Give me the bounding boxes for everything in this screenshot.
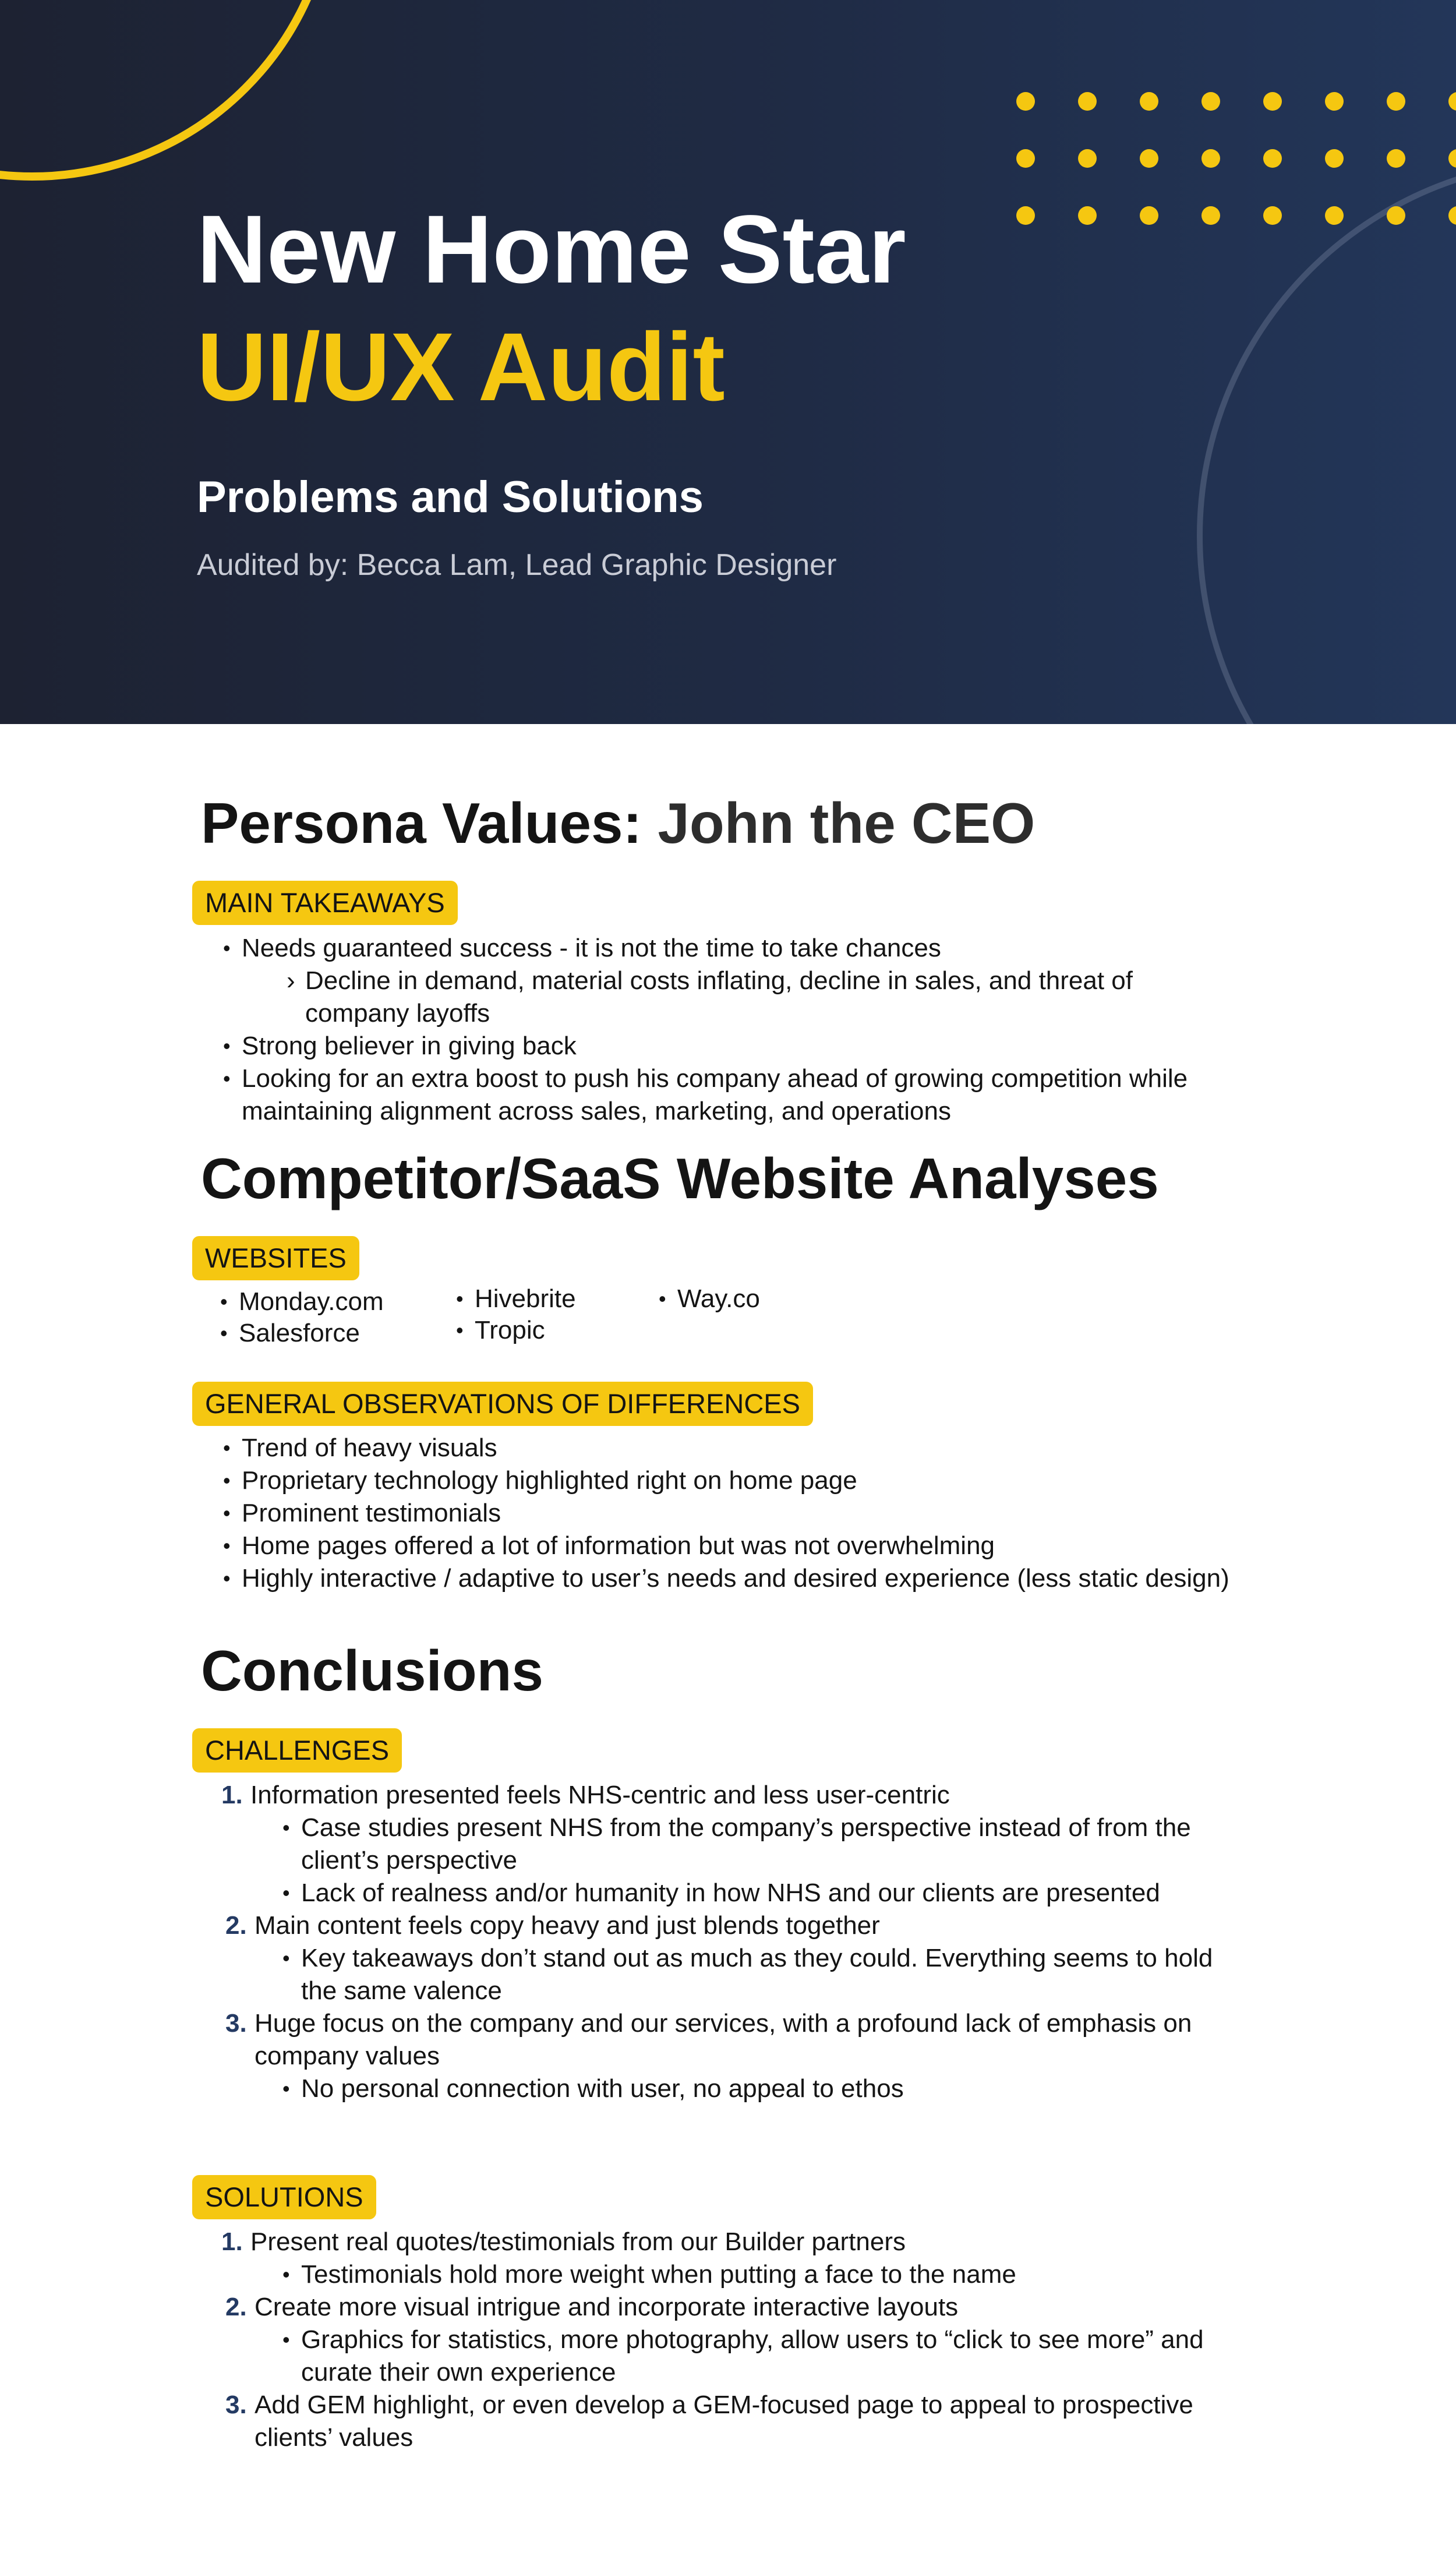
- persona-item: • Strong believer in giving back: [242, 1030, 577, 1062]
- persona-subitem-cont: company layoffs: [305, 999, 490, 1028]
- website-item: • Way.co: [677, 1283, 760, 1315]
- website-item: • Salesforce: [239, 1317, 360, 1350]
- persona-item: • Needs guaranteed success - it is not the time to take chances: [242, 932, 941, 965]
- challenges-tag: CHALLENGES: [192, 1728, 402, 1773]
- conclusions-heading: Conclusions: [201, 1639, 544, 1703]
- hero-tagline: Problems and Solutions: [197, 472, 704, 522]
- observation-item: • Trend of heavy visuals: [242, 1432, 497, 1464]
- solution-number: 1.: [221, 2227, 243, 2256]
- solution-number: 3.: [225, 2391, 247, 2419]
- hero-subtitle: UI/UX Audit: [197, 313, 725, 421]
- observations-tag: GENERAL OBSERVATIONS OF DIFFERENCES: [192, 1382, 813, 1426]
- hero-author: Audited by: Becca Lam, Lead Graphic Designer: [197, 548, 837, 582]
- persona-heading: [201, 792, 1035, 855]
- website-item: • Monday.com: [239, 1286, 384, 1318]
- persona-heading-label: Persona Values:: [201, 791, 642, 855]
- challenge-number: 2.: [225, 1911, 247, 1940]
- hero-title: New Home Star: [197, 196, 906, 303]
- challenge-number: 1.: [221, 1781, 243, 1809]
- challenge-subitem: • No personal connection with user, no appeal to ethos: [301, 2073, 904, 2105]
- solution-item: 3. Add GEM highlight, or even develop a GEM-focused page to appeal to prospective: [255, 2389, 1193, 2421]
- solution-item-cont: clients’ values: [255, 2423, 414, 2452]
- challenge-subitem: • Case studies present NHS from the company’s perspective instead of from the: [301, 1812, 1191, 1844]
- challenge-item: 1. Information presented feels NHS-centric and less user-centric: [250, 1779, 950, 1812]
- persona-item-cont: maintaining alignment across sales, marketing, and operations: [242, 1097, 951, 1125]
- competitors-heading: Competitor/SaaS Website Analyses: [201, 1146, 1159, 1210]
- solution-item: 2. Create more visual intrigue and incorporate interactive layouts: [255, 2291, 958, 2324]
- challenge-subitem-cont: the same valence: [301, 1976, 502, 2005]
- challenge-item: 3. Huge focus on the company and our services, with a profound lack of emphasis on: [255, 2007, 1192, 2040]
- challenge-subitem-cont: client’s perspective: [301, 1846, 517, 1874]
- websites-tag: WEBSITES: [192, 1236, 359, 1280]
- observation-item: • Home pages offered a lot of information but was not overwhelming: [242, 1530, 995, 1562]
- observation-item: • Highly interactive / adaptive to user’s needs and desired experience (less static design): [242, 1562, 1229, 1595]
- persona-heading-name: John the CEO: [658, 791, 1036, 855]
- hero-banner: [0, 0, 1456, 724]
- challenge-item: 2. Main content feels copy heavy and just blends together: [255, 1909, 880, 1942]
- persona-item: • Looking for an extra boost to push his company ahead of growing competition while: [242, 1062, 1188, 1095]
- decorative-arc: [0, 0, 338, 181]
- challenge-item-cont: company values: [255, 2042, 440, 2070]
- solutions-tag: SOLUTIONS: [192, 2175, 376, 2219]
- solution-item: 1. Present real quotes/testimonials from our Builder partners: [250, 2226, 906, 2258]
- solution-subitem-cont: curate their own experience: [301, 2358, 616, 2386]
- main-takeaways-tag: MAIN TAKEAWAYS: [192, 881, 458, 925]
- challenge-subitem: • Key takeaways don’t stand out as much as they could. Everything seems to hold: [301, 1942, 1213, 1975]
- solution-subitem: • Graphics for statistics, more photography, allow users to “click to see more” and: [301, 2324, 1204, 2356]
- persona-subitem: › Decline in demand, material costs inflating, decline in sales, and threat of: [305, 965, 1133, 997]
- solution-number: 2.: [225, 2293, 247, 2321]
- decorative-ring: [1197, 157, 1456, 724]
- website-item: • Hivebrite: [475, 1283, 576, 1315]
- challenge-subitem: • Lack of realness and/or humanity in how NHS and our clients are presented: [301, 1877, 1160, 1909]
- observation-item: • Prominent testimonials: [242, 1497, 501, 1530]
- observation-item: • Proprietary technology highlighted right on home page: [242, 1464, 857, 1497]
- challenge-number: 3.: [225, 2009, 247, 2038]
- solution-subitem: • Testimonials hold more weight when putting a face to the name: [301, 2258, 1016, 2291]
- website-item: • Tropic: [475, 1314, 545, 1347]
